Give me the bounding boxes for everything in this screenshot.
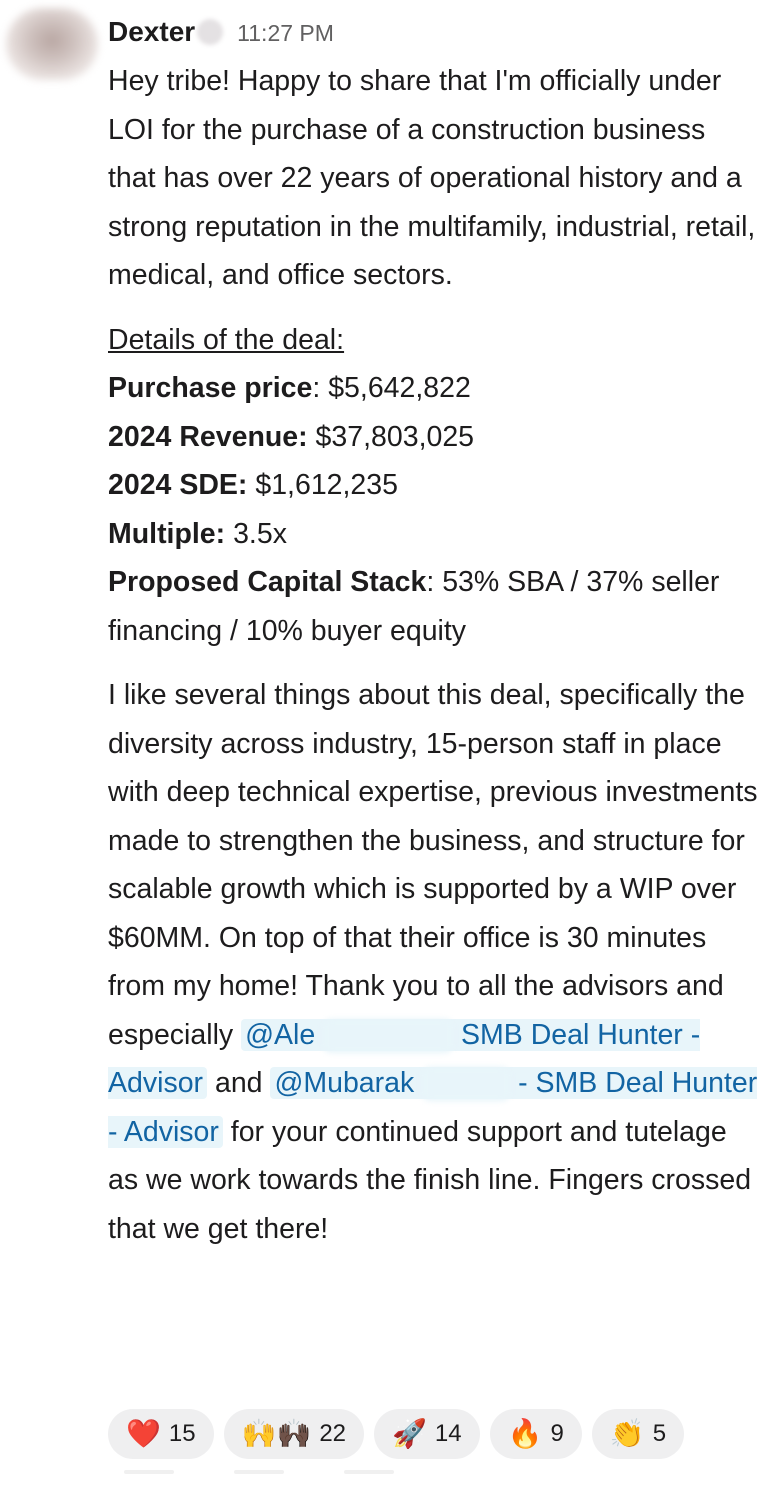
reaction-count: 9 [550,1420,564,1447]
mention-1-name: @Ale [245,1018,316,1051]
closing-text-end: for your continued support and tutelage as we work towards the finish line. Fingers crossed that we get there! [108,1115,752,1245]
mention-1-redacted [323,1019,453,1053]
and-text: and [207,1067,271,1099]
avatar[interactable] [6,8,98,80]
timestamp[interactable]: 11:27 PM [237,20,334,46]
message-body [108,57,758,1253]
detail-value-purchase-price: $5,642,822 [328,372,471,404]
divider [234,1470,284,1474]
heart-icon: ❤️ [126,1418,161,1449]
detail-sep: : [426,566,443,598]
reaction-count: 5 [652,1420,667,1447]
detail-label-multiple: Multiple: [108,517,226,550]
divider [344,1470,394,1474]
message-paragraph-closing [108,671,758,1253]
detail-value-revenue: $37,803,025 [315,420,475,453]
mention-2-redacted [422,1067,510,1101]
detail-label-purchase-price: Purchase price [108,372,313,404]
reaction-fire[interactable] [490,1409,582,1459]
message-paragraph-intro: Hey tribe! Happy to share that I'm officially under LOI for the purchase of a construction business that has over 22 years of operational history and a strong reputation in the multifamily, industrial, retail, medical, and office sectors. [108,65,756,291]
reaction-rocket[interactable] [374,1409,480,1459]
detail-value-sde: $1,612,235 [255,469,398,501]
detail-label-revenue: 2024 Revenue: [108,420,308,453]
reaction-heart[interactable] [108,1409,214,1459]
author-name[interactable]: Dexter [108,16,196,47]
clapping-hands-icon: 👏 [609,1418,645,1449]
mention-2-name: @Mubarak [274,1067,415,1099]
mention-1-role: SMB Deal Hunter - Advisor [108,1018,701,1099]
detail-label-sde: 2024 SDE: [108,469,248,501]
fire-icon: 🔥 [507,1418,543,1449]
reaction-clapping-hands[interactable] [592,1409,684,1459]
mention-2-role: - SMB Deal Hunter - Advisor [108,1067,758,1148]
deal-details-heading: Details of the deal: [108,323,345,356]
raised-hands-icon: 🙌🙌🏿 [241,1418,312,1449]
rocket-icon: 🚀 [392,1418,427,1449]
next-message-hint [124,1470,394,1474]
closing-text-start: I like several things about this deal, specifically the diversity across industry, 15-person staff in place with deep technical expertise, previous investments made to strengthen the business, and structure for scalable growth which is supported by a WIP over $60MM. On top of that their office is 30 minutes from my home! Thank you to all the advisors and especially [108,679,758,1051]
detail-sep [308,421,316,453]
detail-value-capital-stack: 53% SBA / 37% seller financing / 10% buyer equity [108,566,720,647]
divider [124,1470,174,1474]
reaction-count: 15 [168,1420,196,1447]
reaction-count: 14 [434,1420,462,1447]
author-status-icon [197,19,223,45]
reaction-count: 22 [319,1420,347,1447]
detail-sep: : [312,372,329,404]
reactions-bar [108,1409,684,1459]
reaction-raised-hands[interactable] [224,1409,364,1459]
detail-label-capital-stack: Proposed Capital Stack [108,566,427,598]
detail-sep [225,518,233,550]
detail-value-multiple: 3.5x [233,517,287,550]
message-header [108,12,334,52]
deal-details [108,316,758,656]
